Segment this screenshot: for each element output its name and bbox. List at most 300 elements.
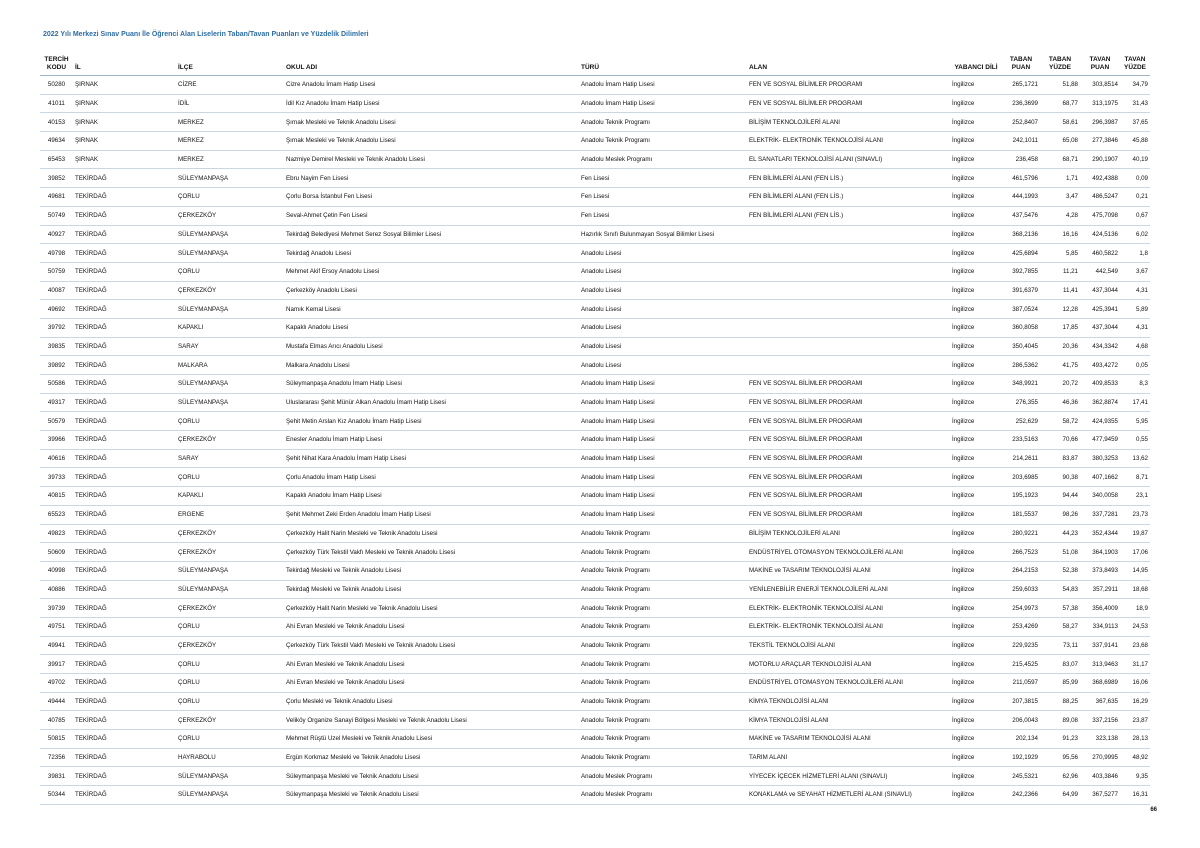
ilce-cell: ÇERKEZKÖY (176, 599, 284, 618)
tercih-kodu-cell: 50749 (40, 206, 73, 225)
taban-yuzde-cell: 68,71 (1040, 150, 1080, 169)
tercih-kodu-cell: 49798 (40, 244, 73, 263)
yabanci-dili-cell: İngilizce (950, 76, 1002, 95)
il-cell: TEKİRDAĞ (73, 244, 176, 263)
taban-yuzde-cell: 51,08 (1040, 543, 1080, 562)
turu-cell: Anadolu Teknik Programı (579, 674, 747, 693)
tavan-yuzde-cell: 0,09 (1120, 169, 1150, 188)
taban-yuzde-cell: 90,38 (1040, 468, 1080, 487)
ilce-cell: HAYRABOLU (176, 748, 284, 767)
table-row (40, 412, 1150, 431)
turu-cell: Anadolu Lisesi (579, 318, 747, 337)
ilce-cell: MALKARA (176, 356, 284, 375)
table-row (40, 692, 1150, 711)
yabanci-dili-cell: İngilizce (950, 468, 1002, 487)
ilce-cell: ÇERKEZKÖY (176, 524, 284, 543)
taban-puan-cell: 444,1993 (1002, 188, 1040, 207)
taban-puan-cell: 264,2153 (1002, 561, 1040, 580)
ilce-cell: ÇERKEZKÖY (176, 636, 284, 655)
header-alan: ALAN (747, 56, 950, 76)
tercih-kodu-cell: 72356 (40, 748, 73, 767)
header-okul-adi: OKUL ADI (284, 56, 579, 76)
ilce-cell: SARAY (176, 449, 284, 468)
okul-adi-cell: Mustafa Elmas Arıcı Anadolu Lisesi (284, 337, 579, 356)
yabanci-dili-cell: İngilizce (950, 150, 1002, 169)
turu-cell: Anadolu İmam Hatip Lisesi (579, 431, 747, 450)
turu-cell: Anadolu İmam Hatip Lisesi (579, 505, 747, 524)
tercih-kodu-cell: 50579 (40, 412, 73, 431)
taban-yuzde-cell: 58,72 (1040, 412, 1080, 431)
turu-cell: Anadolu Teknik Programı (579, 636, 747, 655)
il-cell: TEKİRDAĞ (73, 730, 176, 749)
yabanci-dili-cell: İngilizce (950, 113, 1002, 132)
ilce-cell: SÜLEYMANPAŞA (176, 169, 284, 188)
yabanci-dili-cell: İngilizce (950, 244, 1002, 263)
okul-adi-cell: Kapaklı Anadolu İmam Hatip Lisesi (284, 487, 579, 506)
alan-cell: FEN BİLİMLERİ ALANI (FEN LİS.) (747, 169, 950, 188)
taban-yuzde-cell: 17,85 (1040, 318, 1080, 337)
taban-puan-cell: 276,355 (1002, 393, 1040, 412)
tercih-kodu-cell: 39966 (40, 431, 73, 450)
yabanci-dili-cell: İngilizce (950, 318, 1002, 337)
table-row (40, 113, 1150, 132)
il-cell: TEKİRDAĞ (73, 524, 176, 543)
ilce-cell: ÇORLU (176, 617, 284, 636)
alan-cell: FEN BİLİMLERİ ALANI (FEN LİS.) (747, 206, 950, 225)
yabanci-dili-cell: İngilizce (950, 543, 1002, 562)
taban-puan-cell: 280,9221 (1002, 524, 1040, 543)
ilce-cell: ÇERKEZKÖY (176, 206, 284, 225)
okul-adi-cell: Namık Kemal Lisesi (284, 300, 579, 319)
taban-yuzde-cell: 20,72 (1040, 375, 1080, 394)
tavan-puan-cell: 403,3846 (1080, 767, 1120, 786)
taban-puan-cell: 266,7523 (1002, 543, 1040, 562)
taban-yuzde-cell: 4,28 (1040, 206, 1080, 225)
tercih-kodu-cell: 50815 (40, 730, 73, 749)
turu-cell: Anadolu Lisesi (579, 244, 747, 263)
okul-adi-cell: Ahi Evran Mesleki ve Teknik Anadolu Lisesi (284, 655, 579, 674)
tavan-yuzde-cell: 16,06 (1120, 674, 1150, 693)
tavan-yuzde-cell: 23,1 (1120, 487, 1150, 506)
header-tavan-yuzde: TAVAN YÜZDE (1120, 56, 1150, 76)
ilce-cell: SÜLEYMANPAŞA (176, 300, 284, 319)
ilce-cell: ÇERKEZKÖY (176, 281, 284, 300)
turu-cell: Anadolu Teknik Programı (579, 132, 747, 151)
ilce-cell: SÜLEYMANPAŞA (176, 767, 284, 786)
ilce-cell: ÇORLU (176, 674, 284, 693)
alan-cell: FEN VE SOSYAL BİLİMLER PROGRAMI (747, 94, 950, 113)
ilce-cell: SÜLEYMANPAŞA (176, 393, 284, 412)
taban-yuzde-cell: 57,38 (1040, 599, 1080, 618)
il-cell: TEKİRDAĞ (73, 543, 176, 562)
il-cell: TEKİRDAĞ (73, 300, 176, 319)
taban-puan-cell: 425,6894 (1002, 244, 1040, 263)
tavan-puan-cell: 367,635 (1080, 692, 1120, 711)
table-row (40, 524, 1150, 543)
alan-cell: ELEKTRİK- ELEKTRONİK TEKNOLOJİSİ ALANI (747, 599, 950, 618)
tercih-kodu-cell: 65523 (40, 505, 73, 524)
turu-cell: Anadolu İmam Hatip Lisesi (579, 487, 747, 506)
yabanci-dili-cell: İngilizce (950, 169, 1002, 188)
okul-adi-cell: Süleymanpaşa Mesleki ve Teknik Anadolu Lisesi (284, 767, 579, 786)
taban-yuzde-cell: 52,38 (1040, 561, 1080, 580)
alan-cell: YİYECEK İÇECEK HİZMETLERİ ALANI (SINAVLI) (747, 767, 950, 786)
il-cell: TEKİRDAĞ (73, 468, 176, 487)
tavan-yuzde-cell: 31,17 (1120, 655, 1150, 674)
ilce-cell: KAPAKLI (176, 318, 284, 337)
turu-cell: Anadolu Teknik Programı (579, 617, 747, 636)
alan-cell: FEN VE SOSYAL BİLİMLER PROGRAMI (747, 505, 950, 524)
tavan-yuzde-cell: 3,67 (1120, 262, 1150, 281)
turu-cell: Anadolu Teknik Programı (579, 730, 747, 749)
il-cell: TEKİRDAĞ (73, 225, 176, 244)
tavan-yuzde-cell: 6,02 (1120, 225, 1150, 244)
tercih-kodu-cell: 41011 (40, 94, 73, 113)
okul-adi-cell: Tekirdağ Anadolu Lisesi (284, 244, 579, 263)
okul-adi-cell: Tekirdağ Mesleki ve Teknik Anadolu Lisesi (284, 580, 579, 599)
okul-adi-cell: Cizre Anadolu İmam Hatip Lisesi (284, 76, 579, 95)
tavan-yuzde-cell: 5,89 (1120, 300, 1150, 319)
tavan-yuzde-cell: 17,06 (1120, 543, 1150, 562)
yabanci-dili-cell: İngilizce (950, 225, 1002, 244)
yabanci-dili-cell: İngilizce (950, 375, 1002, 394)
okul-adi-cell: Ahi Evran Mesleki ve Teknik Anadolu Lisesi (284, 617, 579, 636)
il-cell: TEKİRDAĞ (73, 617, 176, 636)
tavan-yuzde-cell: 23,73 (1120, 505, 1150, 524)
ilce-cell: SARAY (176, 337, 284, 356)
taban-puan-cell: 202,134 (1002, 730, 1040, 749)
taban-puan-cell: 203,6985 (1002, 468, 1040, 487)
taban-yuzde-cell: 58,61 (1040, 113, 1080, 132)
table-row (40, 487, 1150, 506)
alan-cell: MAKİNE ve TASARIM TEKNOLOJİSİ ALANI (747, 730, 950, 749)
turu-cell: Anadolu İmam Hatip Lisesi (579, 468, 747, 487)
alan-cell: FEN VE SOSYAL BİLİMLER PROGRAMI (747, 449, 950, 468)
tercih-kodu-cell: 39792 (40, 318, 73, 337)
yabanci-dili-cell: İngilizce (950, 431, 1002, 450)
taban-puan-cell: 242,2366 (1002, 786, 1040, 805)
tavan-yuzde-cell: 48,92 (1120, 748, 1150, 767)
tavan-yuzde-cell: 19,87 (1120, 524, 1150, 543)
table-row (40, 94, 1150, 113)
tavan-yuzde-cell: 31,43 (1120, 94, 1150, 113)
header-turu: TÜRÜ (579, 56, 747, 76)
okul-adi-cell: Tekirdağ Belediyesi Mehmet Serez Sosyal Bilimler Lisesi (284, 225, 579, 244)
il-cell: TEKİRDAĞ (73, 786, 176, 805)
taban-yuzde-cell: 12,28 (1040, 300, 1080, 319)
ilce-cell: MERKEZ (176, 113, 284, 132)
taban-yuzde-cell: 51,88 (1040, 76, 1080, 95)
taban-puan-cell: 350,4045 (1002, 337, 1040, 356)
yabanci-dili-cell: İngilizce (950, 449, 1002, 468)
okul-adi-cell: Şırnak Mesleki ve Teknik Anadolu Lisesi (284, 113, 579, 132)
header-tercih-kodu: TERCİH KODU (40, 56, 73, 76)
tavan-puan-cell: 352,4344 (1080, 524, 1120, 543)
alan-cell: EL SANATLARI TEKNOLOJİSİ ALANI (SINAVLI) (747, 150, 950, 169)
turu-cell: Anadolu Meslek Programı (579, 786, 747, 805)
header-yabanci-dili: YABANCI DİLİ (950, 56, 1002, 76)
tavan-yuzde-cell: 4,31 (1120, 318, 1150, 337)
taban-puan-cell: 207,3815 (1002, 692, 1040, 711)
tercih-kodu-cell: 40886 (40, 580, 73, 599)
yabanci-dili-cell: İngilizce (950, 505, 1002, 524)
il-cell: TEKİRDAĞ (73, 655, 176, 674)
ilce-cell: ÇORLU (176, 730, 284, 749)
table-row (40, 356, 1150, 375)
turu-cell: Anadolu İmam Hatip Lisesi (579, 76, 747, 95)
alan-cell: KİMYA TEKNOLOJİSİ ALANI (747, 711, 950, 730)
tavan-puan-cell: 424,5136 (1080, 225, 1120, 244)
tercih-kodu-cell: 49751 (40, 617, 73, 636)
tavan-puan-cell: 442,549 (1080, 262, 1120, 281)
tavan-yuzde-cell: 34,79 (1120, 76, 1150, 95)
il-cell: TEKİRDAĞ (73, 412, 176, 431)
okul-adi-cell: Ahi Evran Mesleki ve Teknik Anadolu Lisesi (284, 674, 579, 693)
tavan-yuzde-cell: 17,41 (1120, 393, 1150, 412)
tavan-yuzde-cell: 45,88 (1120, 132, 1150, 151)
alan-cell: FEN VE SOSYAL BİLİMLER PROGRAMI (747, 487, 950, 506)
table-row (40, 617, 1150, 636)
tavan-puan-cell: 337,9141 (1080, 636, 1120, 655)
header-tavan-puan: TAVAN PUAN (1080, 56, 1120, 76)
alan-cell (747, 244, 950, 263)
taban-yuzde-cell: 46,36 (1040, 393, 1080, 412)
header-ilce: İLÇE (176, 56, 284, 76)
turu-cell: Anadolu Teknik Programı (579, 524, 747, 543)
header-taban-puan: TABAN PUAN (1002, 56, 1040, 76)
tavan-yuzde-cell: 9,35 (1120, 767, 1150, 786)
tavan-puan-cell: 437,3044 (1080, 281, 1120, 300)
taban-puan-cell: 254,9973 (1002, 599, 1040, 618)
okul-adi-cell: Tekirdağ Mesleki ve Teknik Anadolu Lisesi (284, 561, 579, 580)
okul-adi-cell: Mehmet Akif Ersoy Anadolu Lisesi (284, 262, 579, 281)
yabanci-dili-cell: İngilizce (950, 730, 1002, 749)
taban-puan-cell: 233,5163 (1002, 431, 1040, 450)
tavan-yuzde-cell: 0,55 (1120, 431, 1150, 450)
tavan-yuzde-cell: 37,65 (1120, 113, 1150, 132)
table-row (40, 468, 1150, 487)
ilce-cell: ÇERKEZKÖY (176, 431, 284, 450)
taban-yuzde-cell: 95,56 (1040, 748, 1080, 767)
tavan-puan-cell: 486,5247 (1080, 188, 1120, 207)
yabanci-dili-cell: İngilizce (950, 580, 1002, 599)
tavan-yuzde-cell: 0,21 (1120, 188, 1150, 207)
tavan-puan-cell: 425,3941 (1080, 300, 1120, 319)
yabanci-dili-cell: İngilizce (950, 356, 1002, 375)
yabanci-dili-cell: İngilizce (950, 786, 1002, 805)
alan-cell: ELEKTRİK- ELEKTRONİK TEKNOLOJİSİ ALANI (747, 617, 950, 636)
tavan-yuzde-cell: 4,68 (1120, 337, 1150, 356)
alan-cell (747, 300, 950, 319)
alan-cell: TARIM ALANI (747, 748, 950, 767)
ilce-cell: ÇORLU (176, 468, 284, 487)
tavan-puan-cell: 424,9355 (1080, 412, 1120, 431)
ilce-cell: SÜLEYMANPAŞA (176, 786, 284, 805)
table-row (40, 580, 1150, 599)
okul-adi-cell: Çerkezköy Halit Narin Mesleki ve Teknik Anadolu Lisesi (284, 599, 579, 618)
il-cell: ŞIRNAK (73, 113, 176, 132)
alan-cell: KONAKLAMA ve SEYAHAT HİZMETLERİ ALANI (SINAVLI) (747, 786, 950, 805)
turu-cell: Anadolu Teknik Programı (579, 692, 747, 711)
taban-puan-cell: 259,6033 (1002, 580, 1040, 599)
tavan-puan-cell: 373,8493 (1080, 561, 1120, 580)
tercih-kodu-cell: 40616 (40, 449, 73, 468)
tavan-puan-cell: 409,8533 (1080, 375, 1120, 394)
okul-adi-cell: Enesler Anadolu İmam Hatip Lisesi (284, 431, 579, 450)
table-row (40, 337, 1150, 356)
taban-puan-cell: 387,0524 (1002, 300, 1040, 319)
tavan-puan-cell: 290,1907 (1080, 150, 1120, 169)
tercih-kodu-cell: 40153 (40, 113, 73, 132)
tavan-puan-cell: 380,3253 (1080, 449, 1120, 468)
ilce-cell: SÜLEYMANPAŞA (176, 225, 284, 244)
table-row (40, 375, 1150, 394)
scores-table (40, 56, 1150, 805)
tercih-kodu-cell: 49317 (40, 393, 73, 412)
yabanci-dili-cell: İngilizce (950, 393, 1002, 412)
yabanci-dili-cell: İngilizce (950, 636, 1002, 655)
taban-yuzde-cell: 1,71 (1040, 169, 1080, 188)
table-row (40, 76, 1150, 95)
turu-cell: Anadolu Meslek Programı (579, 150, 747, 169)
alan-cell (747, 262, 950, 281)
tercih-kodu-cell: 49702 (40, 674, 73, 693)
table-row (40, 767, 1150, 786)
tavan-yuzde-cell: 8,71 (1120, 468, 1150, 487)
turu-cell: Anadolu İmam Hatip Lisesi (579, 375, 747, 394)
table-row (40, 561, 1150, 580)
tavan-puan-cell: 357,2911 (1080, 580, 1120, 599)
tavan-yuzde-cell: 23,87 (1120, 711, 1150, 730)
tavan-puan-cell: 367,5277 (1080, 786, 1120, 805)
tercih-kodu-cell: 39739 (40, 599, 73, 618)
ilce-cell: ERGENE (176, 505, 284, 524)
okul-adi-cell: Mehmet Rüştü Uzel Mesleki ve Teknik Anadolu Lisesi (284, 730, 579, 749)
alan-cell: FEN VE SOSYAL BİLİMLER PROGRAMI (747, 375, 950, 394)
il-cell: TEKİRDAĞ (73, 767, 176, 786)
tavan-yuzde-cell: 28,13 (1120, 730, 1150, 749)
yabanci-dili-cell: İngilizce (950, 711, 1002, 730)
tavan-puan-cell: 277,3846 (1080, 132, 1120, 151)
tercih-kodu-cell: 65453 (40, 150, 73, 169)
table-row (40, 262, 1150, 281)
taban-puan-cell: 242,1011 (1002, 132, 1040, 151)
taban-yuzde-cell: 11,21 (1040, 262, 1080, 281)
il-cell: TEKİRDAĞ (73, 356, 176, 375)
il-cell: TEKİRDAĞ (73, 188, 176, 207)
taban-yuzde-cell: 91,23 (1040, 730, 1080, 749)
il-cell: TEKİRDAĞ (73, 674, 176, 693)
tercih-kodu-cell: 49681 (40, 188, 73, 207)
taban-yuzde-cell: 73,11 (1040, 636, 1080, 655)
table-row (40, 786, 1150, 805)
il-cell: TEKİRDAĞ (73, 711, 176, 730)
okul-adi-cell: Şırnak Mesleki ve Teknik Anadolu Lisesi (284, 132, 579, 151)
alan-cell: BİLİŞİM TEKNOLOJİLERİ ALANI (747, 524, 950, 543)
tavan-yuzde-cell: 14,95 (1120, 561, 1150, 580)
tavan-yuzde-cell: 23,68 (1120, 636, 1150, 655)
taban-puan-cell: 461,5796 (1002, 169, 1040, 188)
tercih-kodu-cell: 50759 (40, 262, 73, 281)
taban-puan-cell: 252,8407 (1002, 113, 1040, 132)
turu-cell: Anadolu Teknik Programı (579, 580, 747, 599)
page-number: 66 (1150, 807, 1157, 813)
tavan-puan-cell: 475,7098 (1080, 206, 1120, 225)
taban-yuzde-cell: 88,25 (1040, 692, 1080, 711)
turu-cell: Fen Lisesi (579, 188, 747, 207)
taban-yuzde-cell: 58,27 (1040, 617, 1080, 636)
yabanci-dili-cell: İngilizce (950, 617, 1002, 636)
alan-cell (747, 337, 950, 356)
taban-yuzde-cell: 5,85 (1040, 244, 1080, 263)
ilce-cell: ÇERKEZKÖY (176, 543, 284, 562)
taban-puan-cell: 286,5362 (1002, 356, 1040, 375)
ilce-cell: ÇORLU (176, 412, 284, 431)
taban-yuzde-cell: 89,08 (1040, 711, 1080, 730)
ilce-cell: ÇORLU (176, 692, 284, 711)
tercih-kodu-cell: 39892 (40, 356, 73, 375)
tavan-puan-cell: 437,3044 (1080, 318, 1120, 337)
tavan-puan-cell: 434,3342 (1080, 337, 1120, 356)
alan-cell: FEN VE SOSYAL BİLİMLER PROGRAMI (747, 431, 950, 450)
tercih-kodu-cell: 40087 (40, 281, 73, 300)
ilce-cell: SÜLEYMANPAŞA (176, 244, 284, 263)
il-cell: TEKİRDAĞ (73, 375, 176, 394)
tavan-puan-cell: 407,1662 (1080, 468, 1120, 487)
taban-yuzde-cell: 44,23 (1040, 524, 1080, 543)
turu-cell: Anadolu İmam Hatip Lisesi (579, 94, 747, 113)
alan-cell (747, 356, 950, 375)
turu-cell: Anadolu Lisesi (579, 281, 747, 300)
taban-yuzde-cell: 20,36 (1040, 337, 1080, 356)
taban-yuzde-cell: 64,99 (1040, 786, 1080, 805)
taban-puan-cell: 245,5321 (1002, 767, 1040, 786)
taban-yuzde-cell: 54,83 (1040, 580, 1080, 599)
alan-cell: BİLİŞİM TEKNOLOJİLERİ ALANI (747, 113, 950, 132)
il-cell: TEKİRDAĞ (73, 393, 176, 412)
tercih-kodu-cell: 40815 (40, 487, 73, 506)
document-title: 2022 Yılı Merkezi Sınav Puanı İle Öğrenci Alan Liselerin Taban/Tavan Puanları ve Yüzdelik Dilimleri (43, 31, 369, 38)
tavan-puan-cell: 337,2156 (1080, 711, 1120, 730)
header-il: İL (73, 56, 176, 76)
table-row (40, 505, 1150, 524)
yabanci-dili-cell: İngilizce (950, 655, 1002, 674)
okul-adi-cell: Çerkezköy Anadolu Lisesi (284, 281, 579, 300)
il-cell: TEKİRDAĞ (73, 449, 176, 468)
il-cell: TEKİRDAĞ (73, 169, 176, 188)
il-cell: ŞIRNAK (73, 94, 176, 113)
table-row (40, 225, 1150, 244)
tavan-yuzde-cell: 0,67 (1120, 206, 1150, 225)
turu-cell: Anadolu Lisesi (579, 356, 747, 375)
tercih-kodu-cell: 40998 (40, 561, 73, 580)
taban-puan-cell: 215,4525 (1002, 655, 1040, 674)
tavan-puan-cell: 492,4388 (1080, 169, 1120, 188)
ilce-cell: KAPAKLI (176, 487, 284, 506)
taban-puan-cell: 192,1929 (1002, 748, 1040, 767)
table-header (40, 56, 1150, 76)
tavan-yuzde-cell: 5,95 (1120, 412, 1150, 431)
tavan-puan-cell: 340,0058 (1080, 487, 1120, 506)
ilce-cell: ÇERKEZKÖY (176, 711, 284, 730)
ilce-cell: İDİL (176, 94, 284, 113)
okul-adi-cell: Çerkezköy Halit Narin Mesleki ve Teknik Anadolu Lisesi (284, 524, 579, 543)
yabanci-dili-cell: İngilizce (950, 524, 1002, 543)
turu-cell: Anadolu Lisesi (579, 300, 747, 319)
alan-cell: ELEKTRİK- ELEKTRONİK TEKNOLOJİSİ ALANI (747, 132, 950, 151)
alan-cell (747, 318, 950, 337)
turu-cell: Hazırlık Sınıfı Bulunmayan Sosyal Bilimler Lisesi (579, 225, 747, 244)
